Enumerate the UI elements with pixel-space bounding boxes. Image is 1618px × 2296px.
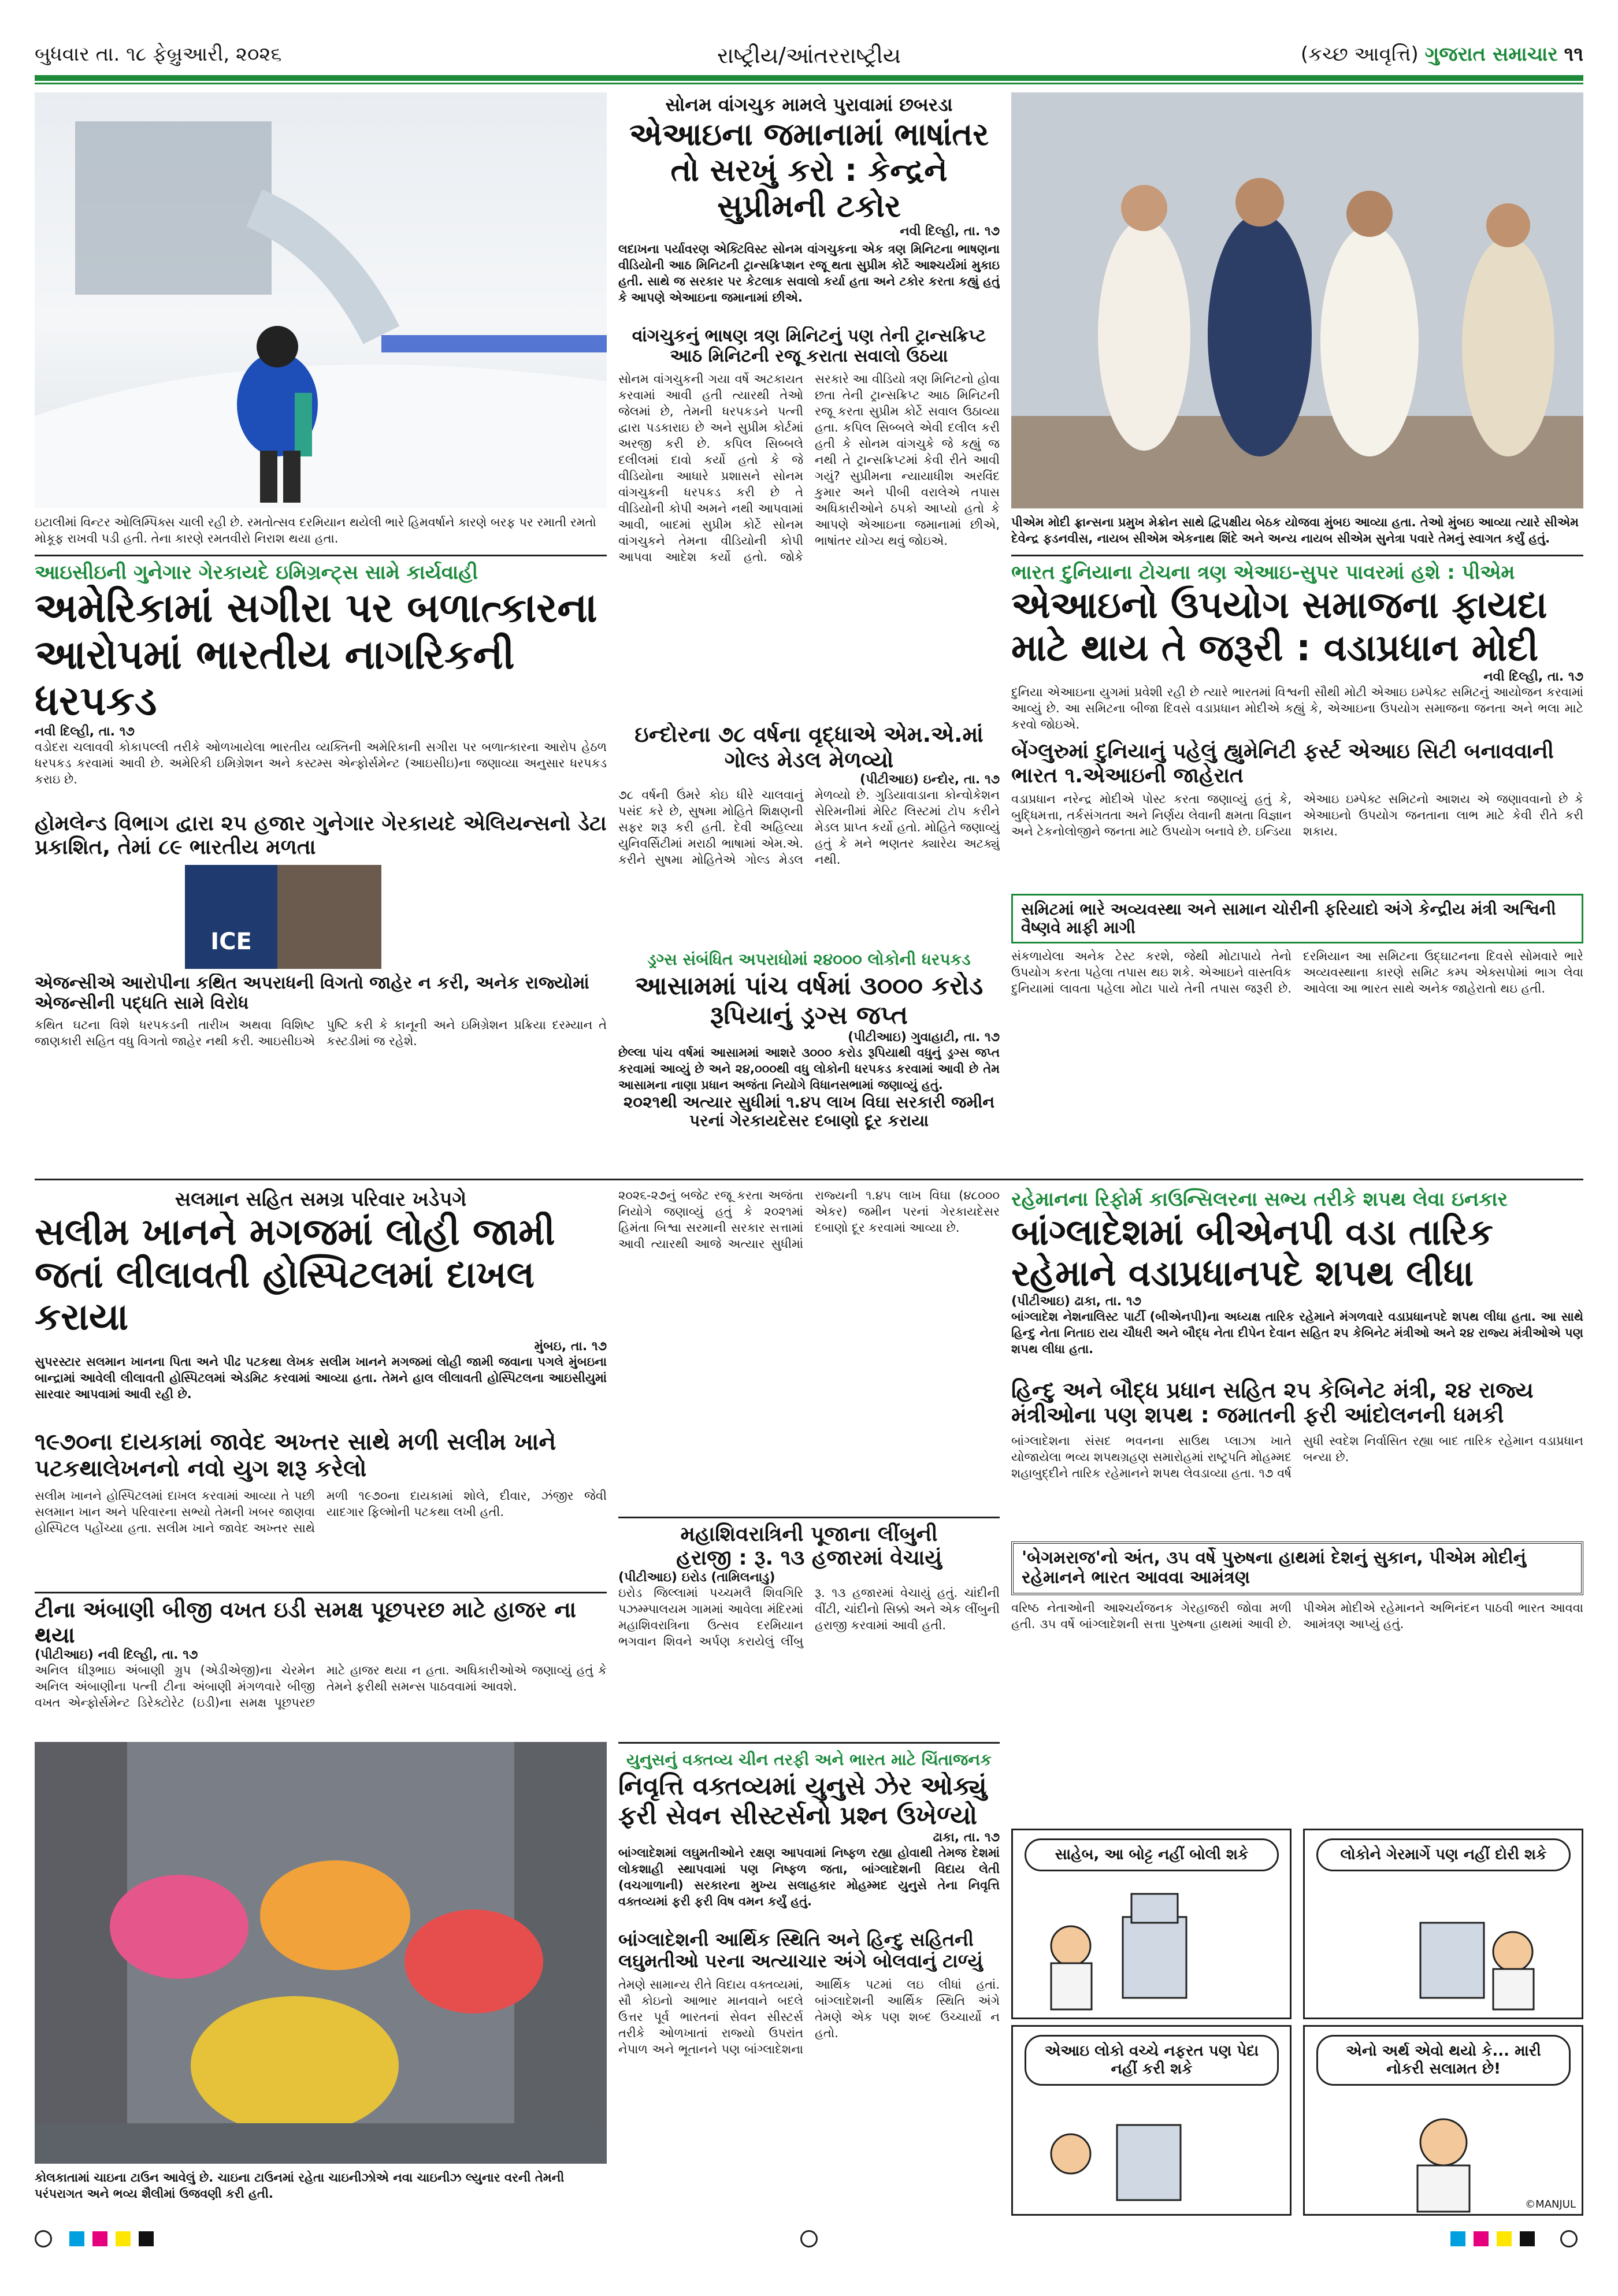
bangladesh-subhead: હિન્દુ અને બૌદ્ધ પ્રધાન સહિત ૨૫ કેબિનેટ મંત્રી, ૨૪ રાજ્ય મંત્રીઓના પણ શપથ : જમાતની ફરી આંદોલનની ધમકી <box>1011 1377 1534 1428</box>
kolkata-photo-caption: કોલકાતામાં ચાઇના ટાઉન આવેલું છે. ચાઇના ટાઉનમાં રહેતા ચાઇનીઝોએ નવા ચાઇનીઝ લ્યુનાર વરની તેમની પરંપરાગત અને ભવ્ય શૈલીમાં ઉજવણી કરી હતી. <box>35 2171 565 2201</box>
drugs-lead: છેલ્લા પાંચ વર્ષમાં આસામમાં આશરે ૩૦૦૦ કરોડ રૂપિયાથી વધુનું ડ્રગ્સ જપ્ત કરવામાં આવ્યું છે અને ૨૪,૦૦૦થી વધુ લોકોની ધરપકડ કરવામાં આવી છે તેમ આસામના નાણા પ્રધાન અજંતા નિયોગે વિધાનસભામાં જણાવ્યું હતું. <box>618 1046 1000 1093</box>
cyan-swatch-icon <box>1450 2231 1465 2246</box>
indore-story <box>618 722 1000 942</box>
ice-badge: ICE <box>185 865 277 969</box>
us-body2: કથિત ઘટના વિશે ધરપકડની તારીખ અથવા વિશિષ્ટ જાણકારી સહિત વધુ વિગતો જાહેર નથી કરી. આઇસીઇએ પુષ્ટિ કરી કે કાનૂની અને ઇમિગ્રેશન પ્રક્રિયા દરમ્યાન તે કસ્ટડીમાં જ રહેશે. <box>35 1018 607 1049</box>
pm-ai-story <box>1011 560 1583 1173</box>
yunus-dateline: ઢાકા, તા. ૧૭ <box>933 1830 1000 1845</box>
us-dateline: નવી દિલ્હી, તા. ૧૭ <box>35 724 135 739</box>
masthead-rule <box>35 75 1583 81</box>
bangladesh-lead: બાંગ્લાદેશ નેશનાલિસ્ટ પાર્ટી (બીએનપી)ના અધ્યક્ષ તારિક રહેમાને મંગળવારે વડાપ્રધાનપદે શપથ લીધા હતા. આ સાથે હિન્દુ નેતા નિતાઇ રાય ચૌધરી અને બૌદ્ધ નેતા દીપેન દેવાન સહિત ૨૫ કેબિનેટ મંત્રીઓ અને ૨૪ રાજ્ય મંત્રીઓએ પણ શપથ લીધા હતા. <box>1011 1309 1583 1356</box>
sonam-story <box>618 92 1000 716</box>
magenta-swatch-icon <box>92 2231 107 2246</box>
center-lower-column <box>618 1187 1000 1736</box>
masthead <box>35 35 1583 87</box>
yellow-swatch-icon <box>116 2231 131 2246</box>
tina-story <box>35 1597 607 1736</box>
tina-body: અનિલ ધીરૂભાઇ અંબાણી ગ્રુપ (એડીએજી)ના ચેરમેન અનિલ અંબાણીના પત્ની ટીના અંબાણી મંગળવારે બીજી વખત એન્ફોર્સમેન્ટ ડિરેક્ટોરેટ (ઇડી)ના સમક્ષ પૂછપરછ માટે હાજર થયા ન હતા. અધિકારીઓએ જણાવ્યું હતું કે તેમને ફરીથી સમન્સ પાઠવવામાં આવશે. <box>35 1663 607 1710</box>
pm-ai-subhead: બેંગ્લુરુમાં દુનિયાનું પહેલું હ્યુમેનિટી ફર્સ્ટ એઆઇ સિટી બનાવવાની ભારત ૧.એઆઇની જાહેરાત <box>1011 740 1554 787</box>
divider <box>35 1179 1583 1180</box>
sonam-kicker: સોનમ વાંગચુક મામલે પુરાવામાં છબરડા <box>665 94 953 116</box>
drugs-kicker: ડ્રગ્સ સંબંધિત અપરાધોમાં ૨૪૦૦૦ લોકોની ધરપકડ <box>647 950 971 969</box>
bangladesh-quote-box: 'બેગમરાજ'નો અંત, ૩૫ વર્ષે પુરુષના હાથમાં દેશનું સુકાન, પીએમ મોદીનું રહેમાનને ભારત આવવા આમંત્રણ <box>1011 1541 1583 1595</box>
speech-bubble: એનો અર્થ એવો થયો કે... મારી નોકરી સલામત છે! <box>1316 2035 1571 2086</box>
cartoon-panel-4 <box>1303 2025 1583 2216</box>
bangladesh-body2: વરિષ્ઠ નેતાઓની આશ્ચર્યજનક ગેરહાજરી જોવા મળી હતી. ૩૫ વર્ષે બાંગ્લાદેશની સત્તા પુરુષના હાથમાં આવી છે. પીએમ મોદીએ રહેમાનને અભિનંદન પાઠવી ભારત આવવા આમંત્રણ આપ્યું હતું. <box>1011 1600 1583 1631</box>
drugs-headline: આસામમાં પાંચ વર્ષમાં ૩૦૦૦ કરોડ રૂપિયાનું ડ્રગ્સ જપ્ત <box>634 972 984 1030</box>
divider <box>35 555 607 556</box>
pm-ai-boxed-note: સમિટમાં ભારે અવ્યવસ્થા અને સામાન ચોરીની ફરિયાદો અંગે કેન્દ્રીય મંત્રી અશ્વિની વૈષ્ણવે માફી માગી <box>1011 894 1583 943</box>
cyan-swatch-icon <box>69 2231 84 2246</box>
sonam-dateline: નવી દિલ્હી, તા. ૧૭ <box>900 224 1000 239</box>
us-kicker: આઇસીઇની ગુનેગાર ગેરકાયદે ઇમિગ્રન્ટ્સ સામે કાર્યવાહી <box>35 561 478 584</box>
edition-label: (કચ્છ આવૃત્તિ) <box>1300 43 1419 66</box>
pm-ai-body2: વડાપ્રધાન નરેન્દ્ર મોદીએ પોસ્ટ કરતા જણાવ્યું હતું કે, બુદ્ધિમત્તા, તર્કસંગતતા અને નિર્ણય લેવાની ક્ષમતા વિજ્ઞાન અને ટેકનોલોજીને જનતા માટે ઉપયોગ બનાવે છે. ઇન્ડિયા એઆઇ ઇમ્પેક્ટ સમિટનો આશય એ જણાવવાનો છે કે એઆઇનો ઉપયોગ જનતાના લાભ માટે કેવી રીતે કરી શકાય. <box>1011 792 1583 838</box>
shivratri-headline: હરાજી : રૂ. ૧૩ હજારમાં વેચાયું <box>676 1546 942 1570</box>
print-registration-strip <box>35 2224 1583 2259</box>
page-number: ૧૧ <box>1564 43 1583 66</box>
yunus-lead: બાંગ્લાદેશમાં લઘુમતીઓને રક્ષણ આપવામાં નિષ્ફળ રહ્યા હોવાથી તેમજ દેશમાં લોકશાહી સ્થાપવામાં પણ નિષ્ફળ જતા, બાંગ્લાદેશની વિદાય લેતી (વચગાળાની) સરકારના મુખ્ય સલાહકાર મોહમ્મદ યુનુસે તેના નિવૃત્તિ વક્તવ્યમાં ફરી ફરી વિષ વમન કર્યું હતું. <box>618 1846 1000 1909</box>
tina-dateline: (પીટીઆઇ) નવી દિલ્હી, તા. ૧૭ <box>35 1648 198 1663</box>
kolkata-lion-dance-photo <box>35 1742 607 2164</box>
divider <box>618 1517 1000 1518</box>
snow-photo-caption: ઇટાલીમાં વિન્ટર ઓલિમ્પિક્સ ચાલી રહી છે. રમતોત્સવ દરમિયાન થયેલી ભારે હિમવર્ષાને કારણે બરફ પર રમાતી રમતો મોકૂફ રાખવી પડી હતી. તેના કારણે રમતવીરો નિરાશ થયા હતા. <box>35 515 596 545</box>
assam-drugs-story <box>618 948 1000 1173</box>
cartoon-panel-2 <box>1303 1829 1583 2019</box>
divider <box>35 1592 607 1593</box>
salim-dateline: મુંબઇ, તા. ૧૭ <box>534 1339 607 1354</box>
cartoon-panel-1 <box>1011 1829 1292 2019</box>
sonam-lead: લદાખના પર્યાવરણ એક્ટિવિસ્ટ સોનમ વાંગચુકના એક ત્રણ મિનિટના ભાષણના વીડિયોની આઠ મિનિટની ટ્રાન્સક્રિપ્શન રજૂ થતા સુપ્રીમ કોર્ટે આશ્ચર્યમાં મુકાઇ હતી. સાથે જ સરકાર પર કેટલાક સવાલો કર્યા હતા અને ટકોર કરતા કહ્યું હતું કે આપણે એઆઇના જમાનામાં છીએ. <box>618 242 1000 305</box>
salim-subhead: ૧૯૭૦ના દાયકામાં જાવેદ અખ્તર સાથે મળી સલીમ ખાને પટકથાલેખનનો નવો યુગ શરૂ કરેલો <box>35 1428 556 1482</box>
registration-mark-icon <box>35 2230 52 2247</box>
pm-ai-headline: એઆઇનો ઉપયોગ સમાજના ફાયદા માટે થાય તે જરૂરી : વડાપ્રધાન મોદી <box>1011 585 1548 670</box>
yunus-headline: નિવૃત્તિ વક્તવ્યમાં યુનુસે ઝેર ઓક્યું ફરી સેવન સીસ્ટર્સનો પ્રશ્ન ઉખેળ્યો <box>618 1772 987 1830</box>
us-arrest-story <box>35 560 607 1173</box>
salim-lead: સુપરસ્ટાર સલમાન ખાનના પિતા અને પીઢ પટકથા લેખક સલીમ ખાનને મગજમાં લોહી જામી જવાના પગલે મુંબઇના બાન્દ્રામાં આવેલી લીલાવતી હોસ્પિટલમાં એડમિટ કરવામાં આવ્યા હતા. તેમને હાલ લીલાવતી હોસ્પિટલના આઇસીયુમાં સારવાર આપવામાં આવી રહી છે. <box>35 1354 607 1401</box>
speech-bubble: લોકોને ગેરમાર્ગે પણ નહીં દોરી શકે <box>1316 1838 1571 1871</box>
bangladesh-dateline: (પીટીઆઇ) ઢાકા, તા. ૧૭ <box>1011 1294 1141 1309</box>
yunus-story <box>618 1748 1000 2210</box>
drugs-subhead: ૨૦૨૧થી અત્યાર સુધીમાં ૧.૪૫ લાખ વિઘા સરકારી જમીન પરનાં ગેરકાયદેસર દબાણો દૂર કરાયા <box>623 1093 995 1131</box>
section-title: રાષ્ટ્રીય/આંતરરાષ્ટ્રીય <box>717 43 901 68</box>
modi-photo-caption: પીએમ મોદી ફ્રાન્સના પ્રમુખ મેક્રોન સાથે દ્વિપક્ષીય બેઠક યોજવા મુંબઇ આવ્યા હતા. તેઓ મુંબઇ આવ્યા ત્યારે સીએમ દેવેન્દ્ર ફડનવીસ, નાયબ સીએમ એકનાથ શિંદે અને અન્ય નાયબ સીએમ સુનેત્રા પવારે તેમનું સ્વાગત કર્યું હતું. <box>1011 515 1579 545</box>
sonam-body: સોનમ વાંગચુકની ગયા વર્ષે અટકાયત કરવામાં આવી હતી ત્યારથી તેઓ જેલમાં છે, તેમની ધરપકડને પત્ની દ્વારા પડકારાઇ છે અને સુપ્રીમ કોર્ટમાં અરજી કરી છે. કપિલ સિબ્બલે દલીલમાં દાવો કર્યો હતો કે જે વીડિયોના આધારે પ્રશાસને સોનમ વાંગચુકની ધરપકડ કરી છે તે વીડિયોની કોપી અમને નથી આપવામાં આવી, બાદમાં સુપ્રીમ કોર્ટે સોનમ વાંગચુકને તેમના વીડિયોની કોપી આપવા આદેશ કર્યો હતો. જોકે સરકારે આ વીડિયો ત્રણ મિનિટનો હોવા છતા તેની ટ્રાન્સક્રિપ્ટ આઠ મિનિટની રજૂ કરતા સુપ્રીમ કોર્ટે સવાલ ઉઠાવ્યા હતા. કપિલ સિબ્બલે એવી દલીલ કરી હતી કે સોનમ વાંગચુકે જે કહ્યું જ નથી તે ટ્રાન્સક્રિપ્ટમાં કેવી રીતે આવી ગયું? સુપ્રીમના ન્યાયાધીશ અરવિંદ કુમાર અને પીબી વરાલેએ તપાસ અધિકારીઓને ઠપકો આપ્યો હતો કે આપણે એઆઇના જમાનામાં છીએ, ભાષાંતર યોગ્ય થવું જોઇએ. <box>618 372 1000 564</box>
sonam-headline: એઆઇના જમાનામાં ભાષાંતર તો સરખું કરો : કેન્દ્રને સુપ્રીમની ટકોર <box>629 117 989 225</box>
salim-body: સલીમ ખાનને હોસ્પિટલમાં દાખલ કરવામાં આવ્યા તે પછી સલમાન ખાન અને પરિવારના સભ્યો તેમની ખબર જાણવા હોસ્પિટલ પહોંચ્યા હતા. સલીમ ખાને જાવેદ અખ્તર સાથે મળી ૧૯૭૦ના દાયકામાં શોલે, દીવાર, ઝંજીર જેવી યાદગાર ફિલ્મોની પટકથા લખી હતી. <box>35 1488 607 1535</box>
masthead-right <box>1301 43 1583 66</box>
salim-kicker: સલમાન સહિત સમગ્ર પરિવાર ખડેપગે <box>175 1188 467 1211</box>
registration-mark-icon <box>800 2230 818 2247</box>
yunus-body: તેમણે સામાન્ય રીતે વિદાય વક્તવ્યમાં, સૌ કોઇનો આભાર માનવાને બદલે ઉત્તર પૂર્વ ભારતનાં સેવન સીસ્ટર્સ તરીકે ઓળખાતાં રાજ્યો ઉપરાંત નેપાળ અને ભૂતાનને પણ બાંગ્લાદેશના આર્થિક પટમાં લઇ લીધાં હતાં. બાંગ્લાદેશની આર્થિક સ્થિતિ અંગે તેમણે એક પણ શબ્દ ઉચ્ચાર્યો ન હતો. <box>618 1977 1000 2056</box>
tina-headline: ટીના અંબાણી બીજી વખત ઇડી સમક્ષ પૂછપરછ માટે હાજર ના થયા <box>35 1597 577 1648</box>
shivratri-body: ઇરોડ જિલ્લામાં પચ્ચમલૈ શિવગિરિ પઝમ્મ્પાલયમ ગામમાં આવેલા મંદિરમાં મહાશિવરાત્રિના ઉત્સવ દરમિયાન ભગવાન શિવને અર્પણ કરાયેલું લીંબુ રૂ. ૧૩ હજારમાં વેચાયું હતું. ચાંદીની વીંટી, ચાંદીનો સિક્કો અને એક લીંબુની હરાજી કરવામાં આવી હતી. <box>618 1585 1000 1648</box>
modi-welcome-photo <box>1011 92 1583 508</box>
magenta-swatch-icon <box>1474 2231 1489 2246</box>
salim-khan-story <box>35 1187 607 1736</box>
divider <box>1011 555 1583 556</box>
shivratri-story <box>618 1522 1000 1736</box>
salim-headline: સલીમ ખાનને મગજમાં લોહી જામી જતાં લીલાવતી હોસ્પિટલમાં દાખલ કરાયા <box>35 1212 555 1339</box>
indore-body: ૭૮ વર્ષની ઉંમરે કોઇ ધીરે ચાલવાનું પસંદ કરે છે, સુષમા મોહિતે શિક્ષણની સફર શરૂ કરી હતી. દેવી અહિલ્યા યુનિવર્સિટીમાં મરાઠી ભાષામાં એમ.એ. કરીને સુષમા મોહિતેએ ગોલ્ડ મેડલ મેળવ્યો છે. ગુડિયાવાડાના કોન્વોકેશન સેરિમનીમાં મેરિટ લિસ્ટમાં ટોપ કરીને મેડલ પ્રાપ્ત કર્યો હતો. મોહિતે જણાવ્યું હતું કે મને ભણતર ક્યારેય અટક્યું નથી. <box>618 788 1000 867</box>
pm-ai-dateline: નવી દિલ્હી, તા. ૧૭ <box>1483 670 1583 685</box>
snow-scene-illustration <box>35 92 607 508</box>
pm-ai-body: દુનિયા એઆઇના યુગમાં પ્રવેશી રહી છે ત્યારે ભારતમાં વિશ્વની સૌથી મોટી એઆઇ ઇમ્પેક્ટ સમિટનું આયોજન કરવામાં આવ્યું છે. આ સમિટના બીજા દિવસે વડાપ્રધાન મોદીએ કહ્યું કે, એઆઇના ઉપયોગ સમાજના જનતા અને ભલા માટે કરવો જોઇએ. <box>1011 685 1583 732</box>
pm-ai-kicker: ભારત દુનિયાના ટોચના ત્રણ એઆઇ-સુપર પાવરમાં હશે : પીએમ <box>1011 561 1515 584</box>
drugs-dateline: (પીટીઆઇ) ગુવાહાટી, તા. ૧૭ <box>848 1030 1000 1045</box>
black-swatch-icon <box>139 2231 154 2246</box>
bangladesh-story <box>1011 1187 1583 1823</box>
us-headline: અમેરિકામાં સગીરા પર બળાત્કારના આરોપમાં ભારતીય નાગરિકની ધરપકડ <box>35 585 598 725</box>
welcome-scene-illustration <box>1011 92 1583 508</box>
bangladesh-headline: બાંગ્લાદેશમાં બીએનપી વડા તારિક રહેમાને વડાપ્રધાનપદે શપથ લીધા <box>1011 1212 1493 1294</box>
cartoon-strip <box>1011 1829 1583 2216</box>
shivratri-dateline: (પીટીઆઇ) ઇરોડ (તામિલનાડુ) <box>618 1570 775 1585</box>
indore-headline: ઇન્દોરના ૭૮ વર્ષના વૃદ્ધાએ એમ.એ.માં ગોલ્ડ મેડલ મેળવ્યો <box>634 722 984 772</box>
cartoon-panel-3 <box>1011 2025 1292 2216</box>
registration-mark-icon <box>1560 2230 1578 2247</box>
drugs-body: ૨૦૨૬-૨૭નું બજેટ રજૂ કરતા અજંતા નિયોગે જણાવ્યું હતું કે ૨૦૨૧માં હિમંતા બિશ્વા સરમાની સરકાર સત્તામાં આવી ત્યારથી આજે અત્યાર સુધીમાં રાજ્યની ૧.૪૫ લાખ વિઘા (૪૮૦૦૦ એકર) જમીન પરનાં ગેરકાયદેસર દબાણો દૂર કરવામાં આવ્યા છે. <box>618 1188 1000 1251</box>
bangladesh-kicker: રહેમાનના રિફોર્મ કાઉન્સિલરના સભ્ય તરીકે શપથ લેવા ઇનકાર <box>1011 1188 1508 1211</box>
us-side-kicker: એજન્સીએ આરોપીના કથિત અપરાધની વિગતો જાહેર ન કરી, અનેક રાજ્યોમાં એજન્સીની પદ્ધતિ સામે વિરોધ <box>35 974 589 1013</box>
shivratri-kicker: મહાશિવરાત્રિની પૂજાના લીંબુની <box>680 1522 938 1546</box>
us-image-row <box>35 865 607 969</box>
masthead-rule-thin <box>35 83 1583 84</box>
bangladesh-body: બાંગ્લાદેશના સંસદ ભવનના સાઉથ પ્લાઝા ખાતે યોજાયેલા ભવ્ય શપથગ્રહણ સમારોહમાં રાષ્ટ્રપતિ મોહમ્મદ શહાબુદ્દીને તારિક રહેમાનને શપથ લેવડાવ્યા હતા. ૧૭ વર્ષ સુધી સ્વદેશ નિર્વાસિત રહ્યા બાદ તારિક રહેમાન વડાપ્રધાન બન્યા છે. <box>1011 1433 1583 1480</box>
indore-dateline: (પીટીઆઇ) ઇન્દોર, તા. ૧૭ <box>860 772 1000 787</box>
pm-ai-body3: સંકળાયેલા અનેક ટેસ્ટ કરશે, જેથી મોટાપાયે તેનો ઉપયોગ કરતા પહેલા તપાસ થઇ શકે. એઆઇને વાસ્તવિક દુનિયામાં લાવતા પહેલા મોટા પાયે તેની તપાસ જરૂરી છે. દરમિયાન આ સમિટના ઉદ્ઘાટનના દિવસે સોમવારે ભારે અવ્યવસ્થાના કારણે સમિટ કમ્પ એક્સપોમાં ભાગ લેવા આવેલા આ ભારત સાથે અનેક જાહેરાતો થઇ હતી. <box>1011 949 1583 996</box>
yunus-kicker: યુનુસનું વક્તવ્ય ચીન તરફી અને ભારત માટે ચિંતાજનક <box>626 1750 992 1769</box>
black-swatch-icon <box>1520 2231 1535 2246</box>
us-body: વડોદરા ચલાવવી કોકાપલ્લી તરીકે ઓળખાયેલા ભારતીય વ્યક્તિની અમેરિકાની સગીરા પર બળાત્કારના આરોપ હેઠળ ધરપકડ કરવામાં આવી છે. અમેરિકી ઇમિગ્રેશન અને કસ્ટમ્સ એન્ફોર્સમેન્ટ (આઇસીઇ)ના જણાવ્યા અનુસાર ધરપકડ કરાઇ છે. <box>35 740 607 786</box>
cartoonist-signature: ©MANJUL <box>1525 2198 1576 2210</box>
issue-date: બુધવાર તા. ૧૮ ફેબ્રુઆરી, ૨૦૨૬ <box>35 43 282 66</box>
speech-bubble: એઆઇ લોકો વચ્ચે નફરત પણ પેદા નહીં કરી શકે <box>1025 2035 1279 2086</box>
newspaper-brand: ગુજરાત સમાચાર <box>1424 43 1558 66</box>
snow-olympics-photo <box>35 92 607 508</box>
lion-dance-illustration <box>35 1742 607 2164</box>
divider <box>618 1742 1000 1744</box>
yellow-swatch-icon <box>1497 2231 1512 2246</box>
sonam-subhead: વાંગચુકનું ભાષણ ત્રણ મિનિટનું પણ તેની ટ્રાન્સક્રિપ્ટ આઠ મિનિટની રજૂ કરાતા સવાલો ઉઠયા <box>632 326 986 366</box>
accused-portrait <box>277 865 381 969</box>
us-subhead: હોમલેન્ડ વિભાગ દ્વારા ૨૫ હજાર ગુનેગાર ગેરકાયદે એલિયન્સનો ડેટા પ્રકાશિત, તેમાં ૮૯ ભારતીય મળતા <box>35 811 607 859</box>
newspaper-page <box>35 35 1583 2265</box>
speech-bubble: સાહેબ, આ બોટ્ટ નહીં બોલી શકે <box>1025 1838 1279 1871</box>
yunus-subhead: બાંગ્લાદેશની આર્થિક સ્થિતિ અને હિન્દુ સહિતની લઘુમતીઓ પરના અત્યાચાર અંગે બોલવાનું ટાળ્યું <box>618 1929 983 1972</box>
